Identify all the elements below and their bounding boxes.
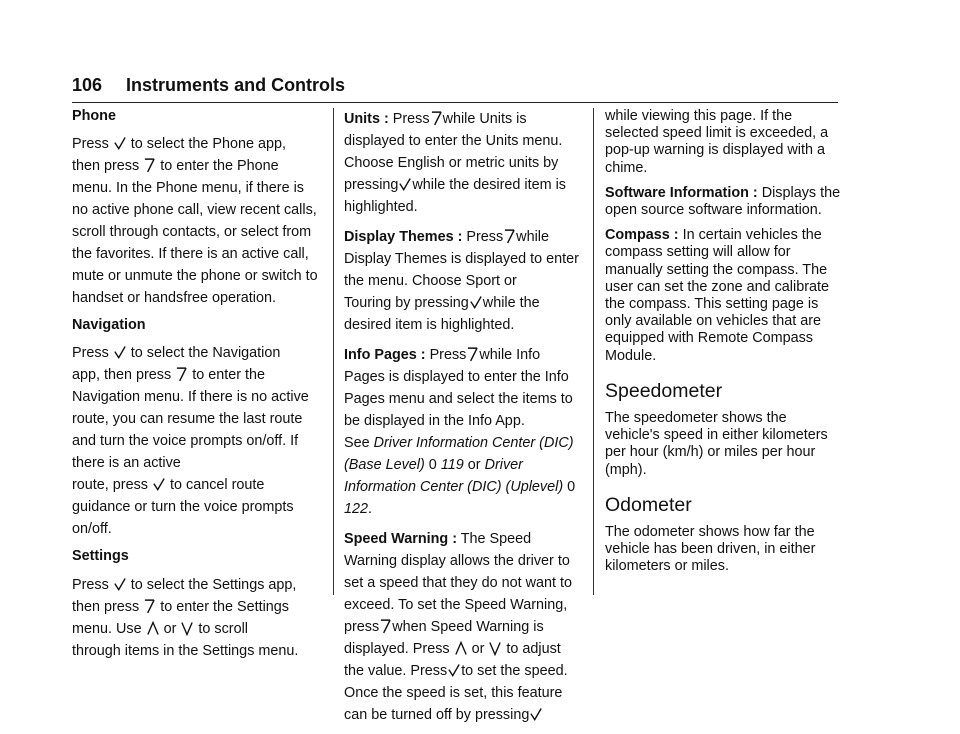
check-icon <box>399 177 411 192</box>
info-pages-paragraph: Info Pages : Press while Info Pages is displayed to enter the Info Pages menu and select the items to be displayed in the Info App. See Driver Information Center (DIC) (Base Level) 0 119 or Driver Information Center (DIC) (Uplevel) 0 122. <box>344 347 576 517</box>
chevron-down-icon <box>489 641 501 656</box>
chevron-right-icon <box>467 347 478 362</box>
check-icon <box>114 136 126 151</box>
check-icon <box>153 477 165 492</box>
page-number: 106 <box>72 75 103 95</box>
units-paragraph: Units : Press while Units is displayed to enter the Units menu. Choose English or metric units by pressing while the desired item is highlighted. <box>344 111 566 215</box>
speedometer-paragraph: The speedometer shows the vehicle's speed in either kilometers per hour (km/h) or miles per hour (mph). <box>605 410 828 478</box>
check-icon <box>448 663 460 678</box>
column-divider <box>333 108 334 595</box>
display-themes-paragraph: Display Themes : Press while Display Themes is displayed to enter the menu. Choose Sport or Touring by pressing while the desired item is highlighted. <box>344 229 579 333</box>
navigation-heading: Navigation <box>72 317 146 334</box>
settings-paragraph: Press to select the Settings app, then press to enter the Settings menu. Use or to scroll through items in the Settings menu. <box>72 576 299 659</box>
software-info-paragraph: Software Information : Displays the open source software information. <box>605 184 841 219</box>
settings-heading: Settings <box>72 548 129 565</box>
check-icon <box>530 707 542 722</box>
column-1 <box>72 108 322 670</box>
speedometer-heading: Speedometer <box>605 379 723 402</box>
column-divider <box>593 108 594 595</box>
check-icon <box>114 345 126 360</box>
phone-paragraph: Press to select the Phone app, then press to enter the Phone menu. In the Phone menu, if there is no active phone call, view recent calls, scroll through contacts, or select from the favorites. If there is an active call, mute or unmute the phone or switch to handset or handsfree operation. <box>72 136 318 307</box>
check-icon <box>470 295 482 310</box>
speed-warning-continued: while viewing this page. If the selected speed limit is exceeded, a pop-up warning is displayed with a chime. <box>605 108 829 176</box>
chevron-up-icon <box>455 641 467 656</box>
chevron-right-icon <box>431 111 442 126</box>
chevron-right-icon <box>144 158 155 173</box>
phone-heading: Phone <box>72 108 116 124</box>
odometer-heading: Odometer <box>605 493 692 516</box>
page-arrow-symbol: 0 <box>567 479 576 495</box>
chevron-up-icon <box>147 621 159 636</box>
chevron-right-icon <box>144 599 155 614</box>
chevron-down-icon <box>181 621 193 636</box>
column-2 <box>344 108 580 734</box>
check-icon <box>114 577 126 592</box>
chevron-right-icon <box>380 619 391 634</box>
column-3 <box>605 108 843 584</box>
chevron-right-icon <box>176 367 187 382</box>
page-header <box>72 68 838 103</box>
chevron-right-icon <box>504 229 515 244</box>
page-title: Instruments and Controls <box>126 75 346 95</box>
navigation-paragraph: Press to select the Navigation app, then press to enter the Navigation menu. If there is no active route, you can resume the last route and turn the voice prompts on/off. If there is an active route, press to cancel route guidance or turn the voice prompts on/off. <box>72 345 309 538</box>
compass-paragraph: Compass : In certain vehicles the compass setting will allow for manually setting the compass. The user can set the zone and calibrate the compass. This setting page is only available on vehicles that are equipped with Remote Compass Module. <box>605 227 829 364</box>
reference-link: Driver Information Center (DIC) (Uplevel) <box>344 457 564 495</box>
page-arrow-symbol: 0 <box>428 457 437 473</box>
odometer-paragraph: The odometer shows how far the vehicle has been driven, in either kilometers or miles. <box>605 524 816 575</box>
reference-link: Driver Information Center (DIC) (Base Level) <box>344 435 574 473</box>
speed-warning-paragraph: Speed Warning : The Speed Warning display allows the driver to set a speed that they do not want to exceed. To set the Speed Warning, press when Speed Warning is displayed. Press or to adjust the value. Press to set the speed. Once the speed is set, this feature can be turned off by pressing <box>344 531 573 723</box>
